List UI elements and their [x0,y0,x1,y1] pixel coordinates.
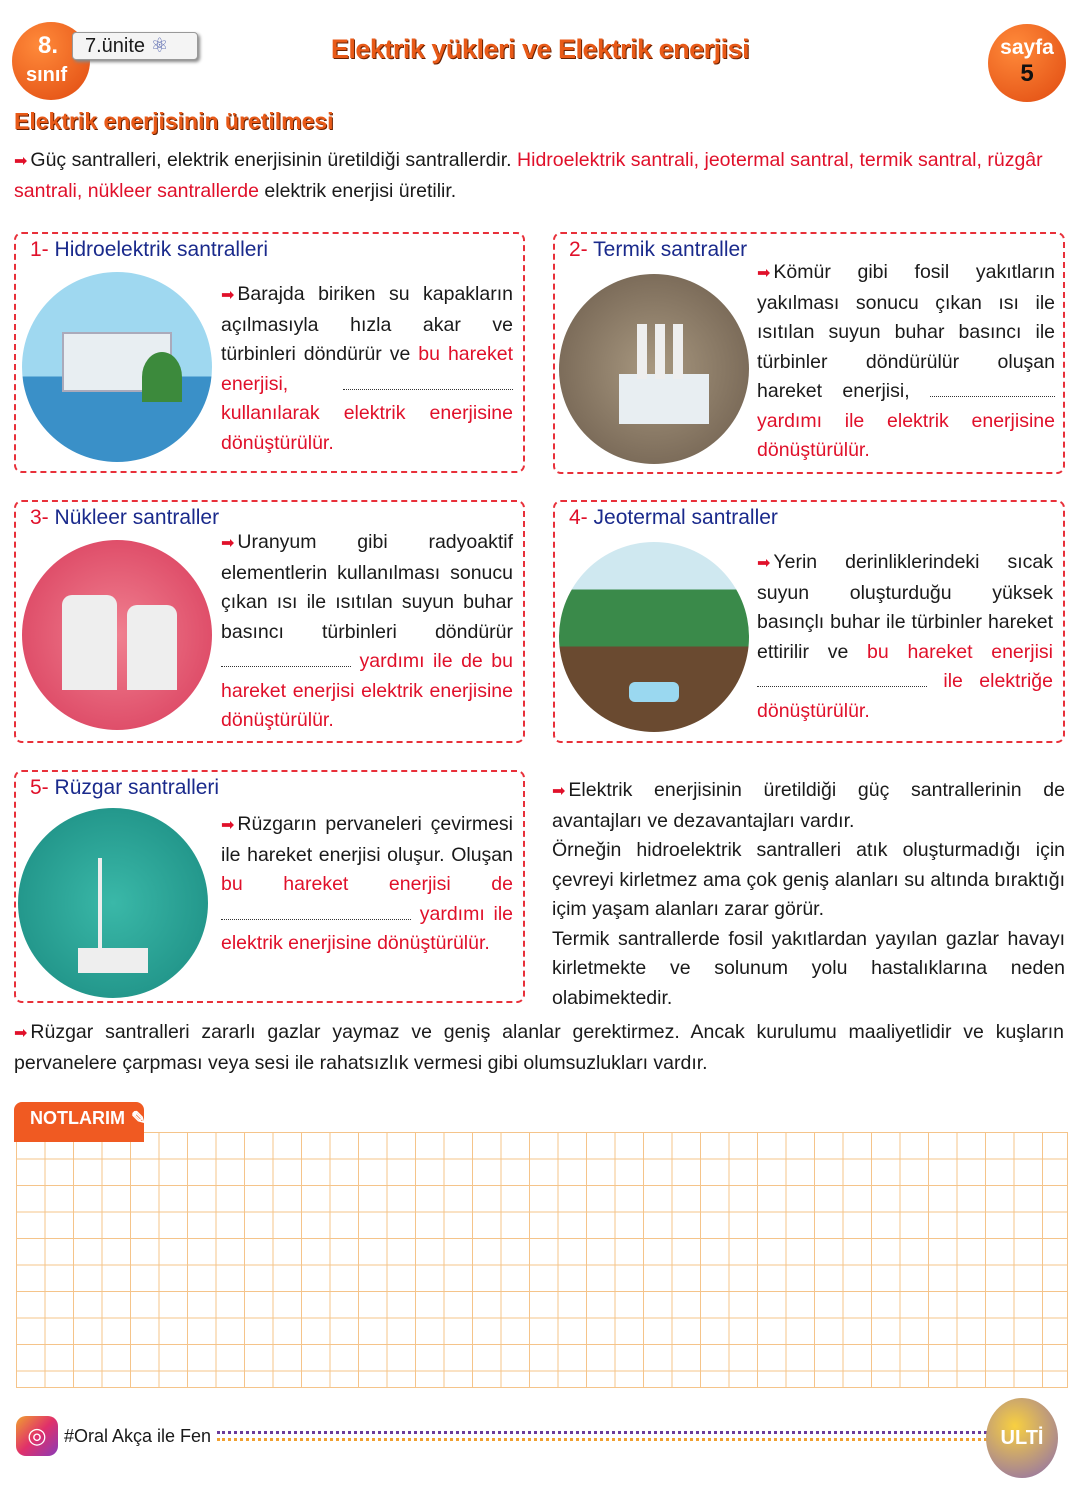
box-text: Yerin derinliklerindeki sıcak suyun oluşturduğu yüksek basınçlı buhar ile türbinler hareket ettirilir ve [757,551,1053,663]
grade-number: 8. [38,32,59,59]
fill-blank [221,666,351,667]
arrow-icon: ➡ [221,817,235,834]
box-title-text: Hidroelektrik santralleri [48,238,269,261]
box-title [567,506,780,530]
box-text: Rüzgarın pervaneleri çevirmesi ile hareket enerjisi oluşur. Oluşan [221,813,513,866]
social-handle: #Oral Akça ile Fen [64,1425,212,1446]
arrow-icon: ➡ [757,555,771,572]
box-title-text: Termik santraller [587,238,748,261]
wind-turbine-illustration [18,808,208,998]
atom-icon: ⚛ [150,35,169,57]
footer [16,1416,987,1456]
box-number: 5- [30,776,49,799]
side-paragraph: Örneğin hidroelektrik santralleri atık oluşturmadığı için çevreyi kirletmez ama çok geniş alanları su altında bıraktığı içim yaşam alanları zarar görür. [552,839,1065,920]
box-text: Kömür gibi fosil yakıtların yakılması sonucu çıkan ısı ile ısıtılan suyun buhar basıncı ile türbinler döndürülür oluşan hareket enerjisi, [757,261,1055,402]
arrow-icon: ➡ [552,783,566,800]
page-title: Elektrik yükleri ve Elektrik enerjisi [330,34,750,64]
wind-note [14,1018,1064,1078]
box-thermal [553,232,1065,474]
side-paragraph: Termik santrallerde fosil yakıtlardan yayılan gazlar havayı kirletmekte ve solunum yolu hastalıklarına neden olabimektedir. [552,927,1065,1009]
unit-text: 7.ünite [85,35,146,57]
intro-text-end: elektrik enerjisi üretilir. [258,179,457,202]
fill-blank [930,396,1055,397]
box-title [28,506,221,530]
page-label: sayfa [1000,36,1054,59]
box-highlight-end: ile elektriğe dönüştürülür. [757,670,1053,722]
logo-text: ULTİ [1000,1427,1044,1449]
box-title [567,238,749,262]
box-highlight: bu hareket enerjisi, [221,343,513,395]
dotted-divider [217,1431,987,1441]
arrow-icon: ➡ [14,1025,28,1042]
box-number: 3- [30,506,49,529]
pencil-icon: ✎ [130,1108,147,1128]
box-title-text: Jeotermal santraller [587,506,778,529]
geothermal-plant-illustration [559,542,749,732]
box-number: 1- [30,238,49,261]
arrow-icon: ➡ [757,265,771,282]
intro-highlight: Hidroelektrik santrali, jeotermal santral, termik santral, rüzgâr santrali, nükleer santrallerde [14,149,1043,202]
box-highlight-end: yardımı ile de bu hareket enerjisi elektrik enerjisine dönüştürülür. [221,650,513,731]
box-title-text: Rüzgar santralleri [48,776,220,799]
side-paragraph: Elektrik enerjisinin üretildiği güç santrallerinin de avantajları ve dezavantajları vardır. [552,779,1065,832]
intro-paragraph [14,146,1064,206]
grade-label: sınıf [26,64,68,86]
box-title [28,776,221,800]
arrow-icon: ➡ [221,535,235,552]
box-hydroelectric [14,232,525,473]
hydroelectric-dam-illustration [22,272,212,462]
advantages-text [552,776,1065,1013]
fill-blank [757,686,927,687]
notes-grid[interactable] [16,1132,1068,1388]
page-badge [988,24,1066,102]
arrow-icon: ➡ [14,153,28,170]
box-highlight: bu hareket enerjisi [848,640,1054,663]
box-highlight-end: kullanılarak elektrik enerjisine dönüştürülür. [221,402,513,454]
fill-blank [343,389,513,390]
page-number: 5 [1020,60,1034,87]
box-highlight-end: yardımı ile elektrik enerjisine dönüştürülür. [757,409,1055,461]
box-nuclear [14,500,525,743]
box-number: 4- [569,506,588,529]
box-text: Barajda biriken su kapakların açılmasıyla hızla akar ve türbinleri döndürür ve [221,283,513,365]
arrow-icon: ➡ [221,287,235,304]
notes-tab [14,1102,147,1142]
box-wind [14,770,525,1003]
box-highlight-end: yardımı ile elektrik enerjisine dönüştürülür. [221,902,513,954]
brand-logo [986,1398,1058,1478]
box-geothermal [553,500,1065,743]
intro-text: Güç santralleri, elektrik enerjisinin üretildiği santrallerdir. [30,149,512,171]
box-text: Uranyum gibi radyoaktif elementlerin kullanılması sonucu çıkan ısı ile ısıtılan suyun buhar basıncı türbinleri döndürür [221,531,513,643]
thermal-plant-illustration [559,274,749,464]
box-number: 2- [569,238,588,261]
box-title [28,238,270,262]
notes-label: NOTLARIM [30,1108,125,1128]
fill-blank [221,919,411,920]
box-title-text: Nükleer santraller [48,506,220,529]
wind-note-text: Rüzgar santralleri zararlı gazlar yaymaz ve geniş alanlar gerektirmez. Ancak kurulumu maaliyetlidir ve kuşların pervanelere çarpması veya sesi ile rahatsızlık vermesi gibi olumsuzlukları vardır. [14,1021,1064,1074]
section-title: Elektrik enerjisinin üretilmesi [14,108,334,134]
nuclear-plant-illustration [22,540,212,730]
instagram-icon: ◎ [16,1416,58,1456]
box-highlight: bu hareket enerjisi de [221,873,513,895]
